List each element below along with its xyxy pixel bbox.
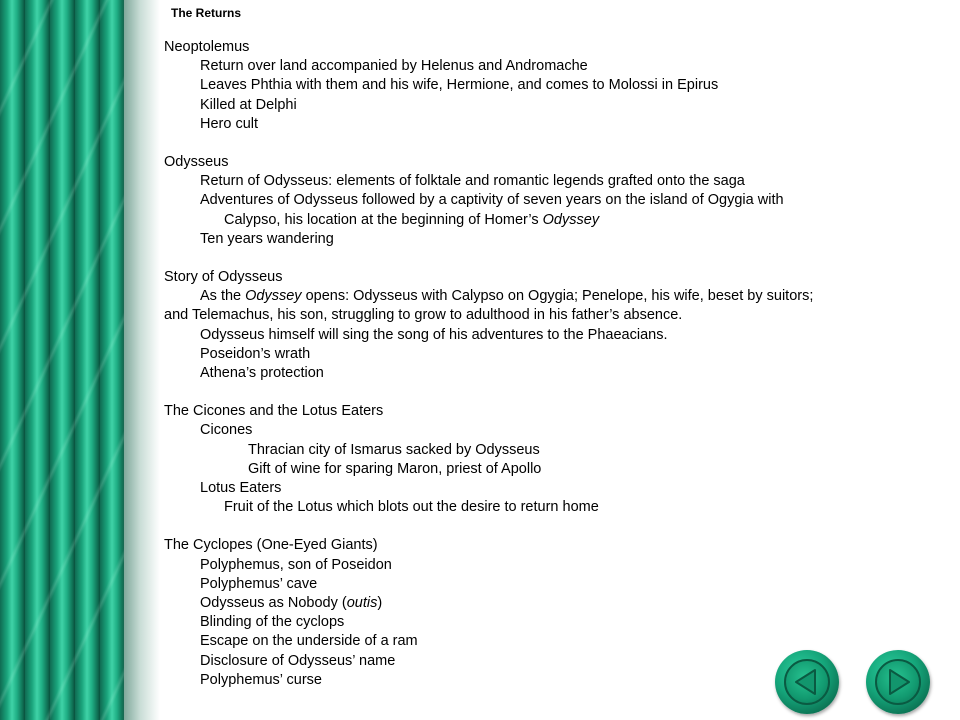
outline-item (164, 421, 934, 440)
outline-item-text: Leaves Phthia with them and his wife, Hermione, and comes to Molossi in Epirus (200, 77, 719, 94)
outline-item-text: Killed at Delphi (200, 96, 297, 113)
outline-item (164, 306, 934, 325)
slide-content (164, 38, 934, 690)
outline-item-text: Blinding of the cyclops (200, 614, 345, 631)
back-button[interactable] (775, 650, 839, 714)
outline-item-text: and Telemachus, his son, struggling to grow to adulthood in his father’s absence. (164, 307, 683, 324)
italic-title: outis (346, 595, 378, 612)
forward-button[interactable] (866, 650, 930, 714)
outline-item (164, 479, 934, 498)
outline-item-text: Polyphemus’ curse (200, 671, 322, 688)
outline-item (164, 556, 934, 575)
outline-item (164, 575, 934, 594)
outline-item-text: Polyphemus, son of Poseidon (200, 556, 392, 573)
outline-item (164, 632, 934, 651)
outline-item-text: Athena’s protection (200, 365, 324, 382)
outline-item-text: Fruit of the Lotus which blots out the desire to return home (224, 499, 599, 516)
section-heading: Odysseus (164, 154, 229, 171)
side-band-shadow (124, 0, 160, 720)
triangle-left-icon (775, 650, 839, 714)
outline-item (164, 345, 934, 364)
outline-item-text: Escape on the underside of a ram (200, 633, 418, 650)
outline-item-text: Cicones (200, 422, 253, 439)
outline-item-text: Polyphemus’ cave (200, 575, 318, 592)
outline-item (164, 441, 934, 460)
outline-item (164, 230, 934, 249)
outline-item-text: Thracian city of Ismarus sacked by Odysseus (248, 441, 540, 458)
outline-item (164, 211, 934, 230)
section-spacer (164, 383, 934, 402)
outline-item-text: Odysseus himself will sing the song of his adventures to the Phaeacians. (200, 326, 668, 343)
slide-title: The Returns (171, 6, 242, 20)
italic-title: Odyssey (542, 211, 600, 228)
outline-item-text: Hero cult (200, 115, 259, 132)
outline-item-text: As the (200, 288, 246, 305)
section-heading: Neoptolemus (164, 39, 250, 55)
outline-item-text: Lotus Eaters (200, 480, 282, 497)
outline-item (164, 96, 934, 115)
outline-item-text: Odysseus as Nobody ( (200, 595, 347, 612)
outline-item-text: Calypso, his location at the beginning of Homer’s (224, 211, 543, 228)
outline-item (164, 287, 934, 306)
outline-item (164, 115, 934, 134)
outline-item (164, 594, 934, 613)
outline-item (164, 172, 934, 191)
outline-item-text: Gift of wine for sparing Maron, priest of Apollo (248, 460, 542, 477)
outline-item (164, 326, 934, 345)
outline-item (164, 57, 934, 76)
section-heading: Story of Odysseus (164, 269, 283, 286)
italic-title: Odyssey (245, 288, 302, 305)
outline-item (164, 191, 934, 210)
outline-item (164, 364, 934, 383)
section-spacer (164, 517, 934, 536)
outline-item-text-after: ) (377, 595, 383, 612)
outline-item (164, 498, 934, 517)
outline-item (164, 76, 934, 95)
section-heading: The Cicones and the Lotus Eaters (164, 403, 384, 420)
outline-item-text: Return over land accompanied by Helenus and Andromache (200, 58, 588, 75)
outline-item-text: Poseidon’s wrath (200, 345, 311, 362)
outline-item-text: Disclosure of Odysseus’ name (200, 652, 396, 669)
outline-item-text: Adventures of Odysseus followed by a captivity of seven years on the island of Ogygia with (200, 192, 784, 209)
outline-item (164, 613, 934, 632)
outline-item (164, 460, 934, 479)
section-spacer (164, 249, 934, 268)
outline-item-text: Ten years wandering (200, 230, 334, 247)
outline-item-text: Return of Odysseus: elements of folktale and romantic legends grafted onto the saga (200, 173, 745, 190)
outline-item-text-after: opens: Odysseus with Calypso on Ogygia; Penelope, his wife, beset by suitors; (301, 288, 814, 305)
section-heading: The Cyclopes (One-Eyed Giants) (164, 537, 378, 554)
triangle-right-icon (866, 650, 930, 714)
section-spacer (164, 134, 934, 153)
